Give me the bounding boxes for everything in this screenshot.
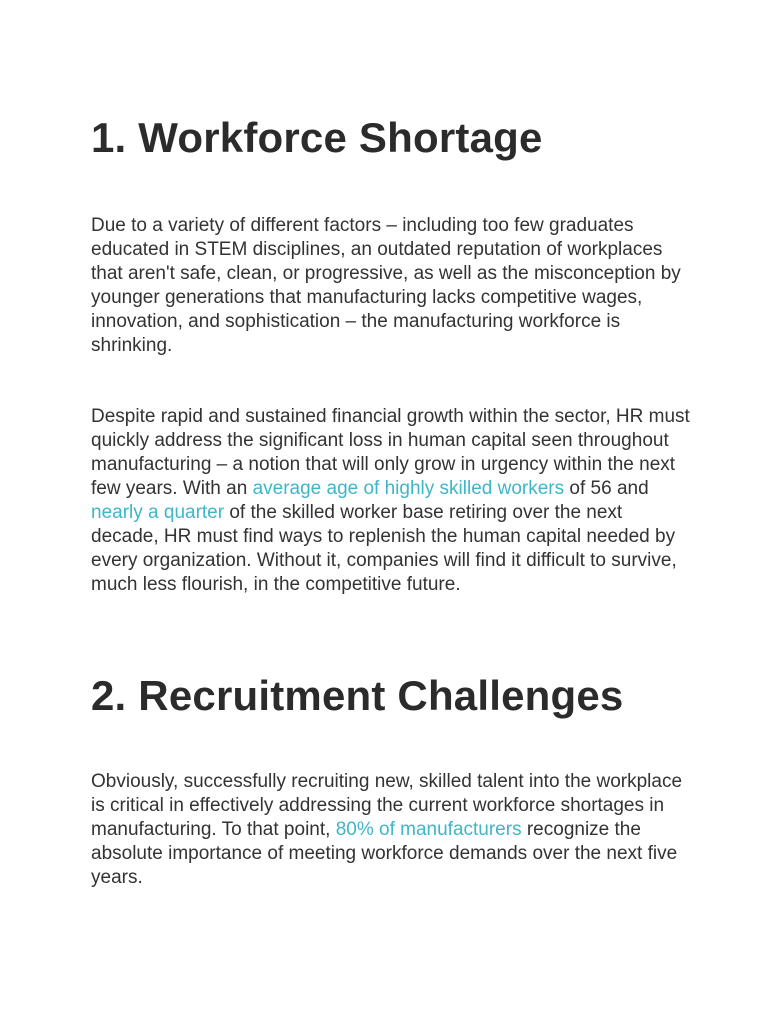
paragraph-workforce-factors: [91, 214, 691, 358]
link-average-age-skilled-workers[interactable]: average age of highly skilled workers: [252, 478, 565, 499]
link-nearly-a-quarter[interactable]: nearly a quarter: [91, 502, 225, 523]
paragraph-text: of the skilled worker base retiring over the next decade, HR must find ways to replenish the human capital needed by every organization. Without it, companies will find it difficult to survive, much less flourish, in the competitive future.: [91, 502, 677, 595]
section-heading-workforce-shortage: 1. Workforce Shortage: [91, 114, 543, 161]
paragraph-recruiting-talent: [91, 770, 691, 890]
paragraph-text: Due to a variety of different factors – including too few graduates educated in STEM disciplines, an outdated reputation of workplaces that aren't safe, clean, or progressive, as well as the misconception by younger generations that manufacturing lacks competitive wages, innovation, and sophistication – the manufacturing workforce is shrinking.: [91, 215, 681, 356]
paragraph-text: recognize the absolute importance of meeting workforce demands over the next five years.: [91, 819, 678, 888]
paragraph-text: of 56 and: [564, 478, 649, 499]
paragraph-text: Obviously, successfully recruiting new, skilled talent into the workplace is critical in effectively addressing the current workforce shortages in manufacturing. To that point,: [91, 771, 683, 840]
section-heading-recruitment-challenges: 2. Recruitment Challenges: [91, 672, 624, 719]
paragraph-human-capital: [91, 405, 691, 597]
paragraph-text: Despite rapid and sustained financial growth within the sector, HR must quickly address the significant loss in human capital seen throughout manufacturing – a notion that will only grow in urgency within the next few years. With an: [91, 406, 690, 499]
link-80-percent-manufacturers[interactable]: 80% of manufacturers: [335, 819, 522, 840]
